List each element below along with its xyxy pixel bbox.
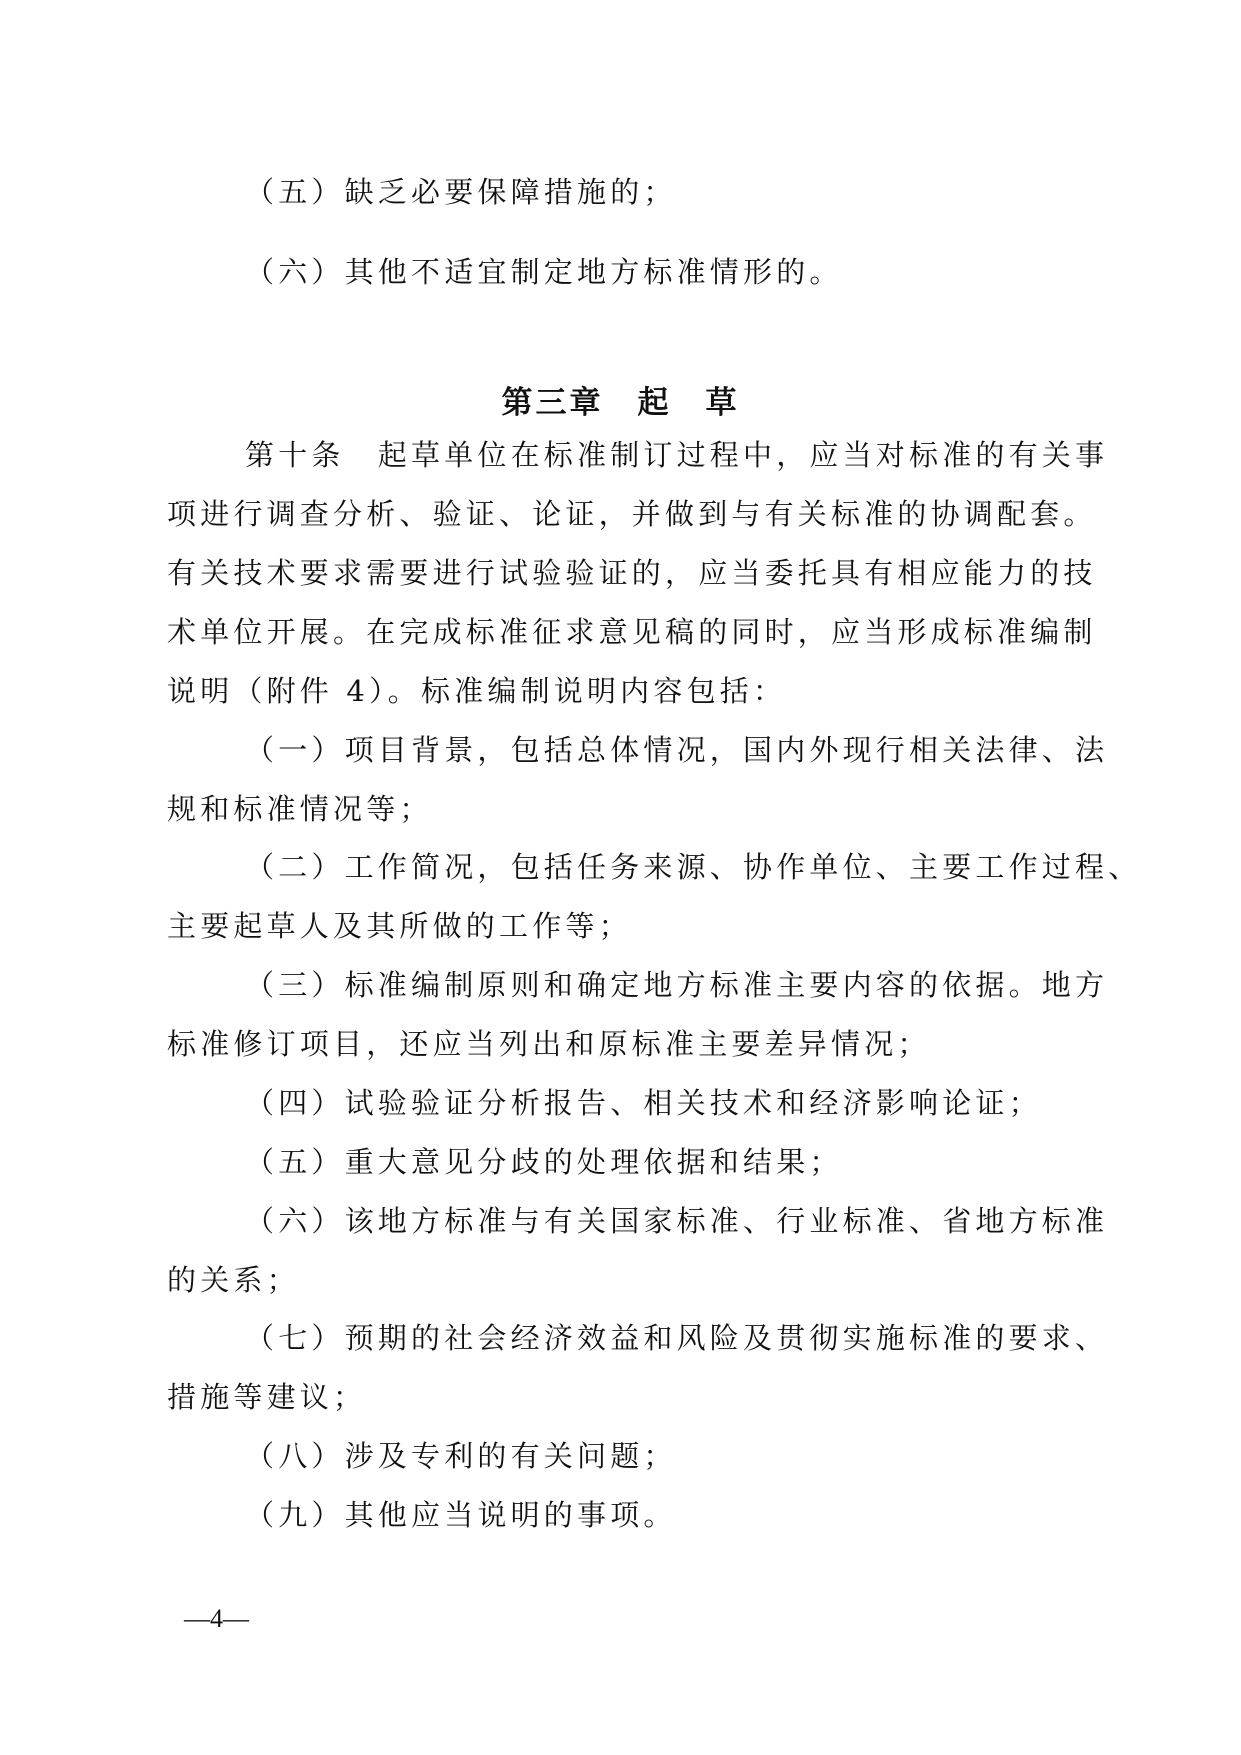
list-item-3-cont: 标准修订项目，还应当列出和原标准主要差异情况； <box>167 1027 931 1061</box>
chapter-heading: 第三章 起 草 <box>501 385 740 421</box>
page-number: —4— <box>184 1604 249 1633</box>
article-10-line-5: 说明（附件 4）。标准编制说明内容包括： <box>167 674 787 708</box>
list-item-6: （六）该地方标准与有关国家标准、行业标准、省地方标准 <box>245 1204 1109 1238</box>
list-item-4: （四）试验验证分析报告、相关技术和经济影响论证； <box>245 1086 1042 1120</box>
list-item-2: （二）工作简况，包括任务来源、协作单位、主要工作过程、 <box>245 850 1142 884</box>
article-10-line-4: 术单位开展。在完成标准征求意见稿的同时，应当形成标准编制 <box>167 615 1097 649</box>
top-item-5: （五）缺乏必要保障措施的； <box>245 175 677 209</box>
list-item-6-cont: 的关系； <box>167 1263 300 1297</box>
top-item-6: （六）其他不适宜制定地方标准情形的。 <box>245 255 843 289</box>
list-item-8: （八）涉及专利的有关问题； <box>245 1439 677 1473</box>
list-item-7-cont: 措施等建议； <box>167 1380 367 1414</box>
list-item-1-cont: 规和标准情况等； <box>167 792 433 826</box>
list-item-1: （一）项目背景，包括总体情况，国内外现行相关法律、法 <box>245 733 1109 767</box>
article-10-line-1: 第十条 起草单位在标准制订过程中，应当对标准的有关事 <box>245 438 1109 472</box>
list-item-5: （五）重大意见分歧的处理依据和结果； <box>245 1145 843 1179</box>
list-item-2-cont: 主要起草人及其所做的工作等； <box>167 909 632 943</box>
list-item-3: （三）标准编制原则和确定地方标准主要内容的依据。地方 <box>245 968 1109 1002</box>
list-item-9: （九）其他应当说明的事项。 <box>245 1498 677 1532</box>
list-item-7: （七）预期的社会经济效益和风险及贯彻实施标准的要求、 <box>245 1321 1109 1355</box>
article-10-line-2: 项进行调查分析、验证、论证，并做到与有关标准的协调配套。 <box>167 497 1097 531</box>
article-10-line-3: 有关技术要求需要进行试验验证的，应当委托具有相应能力的技 <box>167 556 1097 590</box>
